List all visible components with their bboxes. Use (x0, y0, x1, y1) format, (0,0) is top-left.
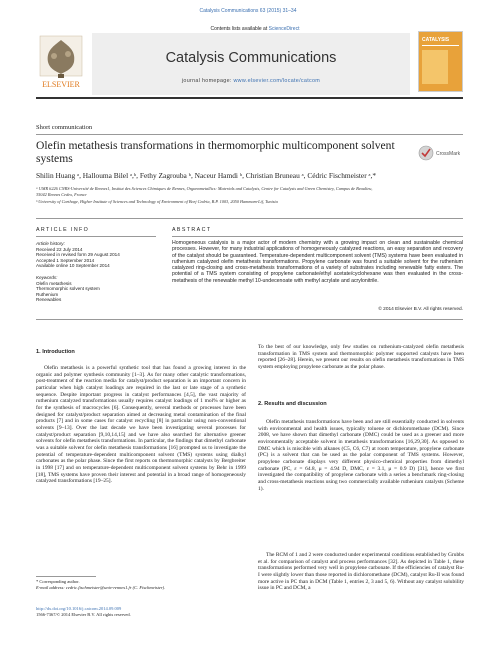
footnote-rule (36, 576, 96, 577)
history-online: Available online 10 September 2014 (36, 263, 110, 269)
contents-line (110, 26, 400, 32)
elsevier-wordmark: ELSEVIER (42, 80, 80, 89)
journal-cover-image (418, 31, 463, 92)
crossmark-badge[interactable] (418, 144, 460, 162)
keyword-item: Thermomorphic solvent system (36, 286, 100, 292)
email-note[interactable]: E-mail address: cedric.fischmeister@univ-rennes1.fr (C. Fischmeister). (36, 584, 166, 590)
doi-block (36, 606, 256, 617)
contents-prefix: Contents lists available at (210, 26, 269, 32)
keyword-item: Renewables (36, 297, 62, 303)
history-revised: Received in revised form 29 August 2014 (36, 252, 120, 258)
results-heading: 2. Results and discussion (258, 401, 327, 407)
homepage-link[interactable]: www.elsevier.com/locate/catcom (233, 78, 321, 84)
right-paragraph-3: The RCM of 1 and 2 were conducted under experimental conditions established by Grubbs et al. for comparison of catalyst and process performances [32]. As depicted in Table 1, these transformations performed very well in propylene carbonate. If the efficiencies of catalyst Ru-I were slightly lower than those reported in dichloromethane (DCM), catalyst Ru-II was found more active in PC than in DCM (Table 1, entries 2, 3 and 5, 6). Without any catalyst solubility issue in PC and DCM, a (258, 552, 464, 592)
corresponding-author-note: * Corresponding author. (36, 579, 80, 584)
right-paragraph-2: Olefin metathesis transformations have been and are still essentially conducted in solvents with environmental and health issues, typically toluene or dichloromethane (DCM). Since 2008, we have shown that dimethyl carbonate (DMC) could be used as a greener and more environmentally acceptable solvent in metathesis transformations [16,29,30]. As opposed to DMC which is miscible with alkanes (C5, C6, C7) at room temperature, propylene carbonate (PC) is a solvent that can be used as the polar component of TMS systems. However, propylene carbonate displays very different physico-chemical properties from dimethyl carbonate (PC, ε = 64.8, μ = 4.94 D, DMC, ε = 3.1, μ = 0.9 D) [31], hence we first investigated the compatibility of propylene carbonate with a series a benchmark ring-closing and cross-metathesis reactions using two commercially available ruthenium catalysts (Scheme 1). (258, 419, 464, 492)
journal-reference[interactable]: Catalysis Communications 63 (2015) 31–34 (199, 8, 297, 14)
title-rule (36, 134, 463, 135)
article-type: Short communication (36, 124, 93, 131)
header-rule (36, 97, 463, 99)
abstract-copyright: © 2014 Elsevier B.V. All rights reserved. (378, 307, 463, 312)
affiliation-a-line2: 35042 Rennes Cedex, France (36, 192, 87, 197)
article-info-header: ARTICLE INFO (36, 227, 90, 233)
history-accepted: Accepted 1 September 2014 (36, 257, 95, 263)
introduction-heading: 1. Introduction (36, 349, 75, 355)
history-label: Article history: (36, 241, 65, 246)
article-title: Olefin metathesis transformations in thermomorphic multicomponent solvent systems (36, 139, 395, 165)
doi-link[interactable]: http://dx.doi.org/10.1016/j.catcom.2014.09.009 (36, 606, 122, 611)
cover-title: CATALYSIS (422, 37, 450, 43)
elsevier-logo (36, 34, 86, 90)
affiliation-b: ᵇ University of Carthage, Higher Institute of Sciences and Technology of Environment of Borj Cedria, B.P. 1003, 2050 Hammam-Lif, Tunisia (36, 199, 278, 204)
right-paragraph-1: To the best of our knowledge, only few studies on ruthenium-catalyzed olefin metathesis transformation in TMS system and thermomorphic polymer supported catalysts have been reported [26–28]. Herein, we present our results on olefin metathesis transformations in TMS system employing propylene carbonate as the polar phase. (258, 344, 464, 371)
abstract-rule (172, 236, 463, 237)
affiliation-rule (36, 218, 463, 219)
keyword-item: Olefin metathesis (36, 280, 72, 286)
abstract-header: ABSTRACT (172, 227, 212, 233)
article-info-box (36, 241, 156, 303)
history-received: Received 22 July 2014 (36, 246, 83, 252)
footnotes (36, 579, 256, 590)
crossmark-label: CrossMark (436, 151, 460, 157)
abstract-end-rule (36, 319, 463, 320)
journal-homepage (92, 78, 410, 84)
keywords-label: Keywords: (36, 274, 58, 280)
author-list: Shilin Huang ᵃ, Hallouma Bilel ᵃ,ᵇ, Fethy Zagrouba ᵇ, Naceur Hamdi ᵇ, Christian Bruneau ᵃ, Cédric Fischmeister ᵃ,* (36, 171, 377, 180)
homepage-prefix: journal homepage: (181, 78, 234, 84)
abstract-text: Homogeneous catalysis is a major actor of modern chemistry with a growing impact on clean and sustainable chemical processes. However, for many industrial applications of homogeneously catalyzed reactions, an easy separation and recovery of the catalyst should be guaranteed. Temperature-dependent multicomponent solvent (TMS) systems have been evaluated in ruthenium catalyzed olefin metathesis transformations. Propylene carbonate was found a suitable solvent for the ruthenium catalyzed ring-closing and cross-metathesis transformations of a variety of substrates including renewable fatty esters. The potential of a TMS system consisting of propylene carbonate/ethyl acetate/cyclohexane was then evaluated in the cross-metathesis of the renewable methyl 10-undecenoate with methyl acrylate and acrylonitrile. (172, 240, 463, 284)
affiliation-a-line1: ᵃ UMR 6226 CNRS-Université de Rennes1, Institut des Sciences Chimiques de Rennes, Organometallics: Materials and Catalysis, Centre for Catalysis and Green Chemistry, Campus de Beaulieu, (36, 186, 373, 191)
article-info-rule (36, 236, 156, 237)
cover-rule (422, 45, 459, 46)
issn-copyright: 1566-7367/© 2014 Elsevier B.V. All rights reserved. (36, 611, 131, 617)
keyword-item: Ruthenium (36, 291, 59, 297)
cover-panel (422, 50, 448, 84)
sciencedirect-link[interactable]: ScienceDirect (268, 26, 300, 32)
journal-title: Catalysis Communications (165, 50, 337, 66)
introduction-text: Olefin metathesis is a powerful synthetic tool that has found a growing interest in the organic and polymer synthesis community [1–3]. As for many other catalytic transformations, post-treatment of the reaction media for catalyst/product separation is an important concern in particular when high catalyst loadings are required in the last or late stage of a synthetic sequence. Despite important progress in catalyst performances [4,5], the vast majority of ruthenium catalyzed transformations usually requires catalyst loadings of 1 mol% or higher as for the synthesis of macrocycles [6]. Consequently, several methods or processes have been designed for catalyst/product separation aimed at decreasing metal contamination of the final products [7] and in some cases for catalyst recycling [8] in particular using non-conventional solvents [9–13]. Over the last decade we have been investigating several processes for catalyst/product separation [9,10,14,15] and we have also searched for alternative greener solvents for olefin metathesis transformations. In particular, the findings that dimethyl carbonate was a suitable solvent for olefin metathesis transformations [16] prompted us to investigate the potential of temperature-dependent multicomponent solvent (TMS) systems using dialkyl carbonates as the polar phase. Since the first reports on thermomorphic catalysts by Bergbreiter in 1998 [17] and on temperature-dependent multicomponent solvent systems by Behr in 1999 [18], TMS systems have proven their interest and potential in a broad range of homogeneously catalyzed transformations [19–25]. (36, 365, 246, 485)
